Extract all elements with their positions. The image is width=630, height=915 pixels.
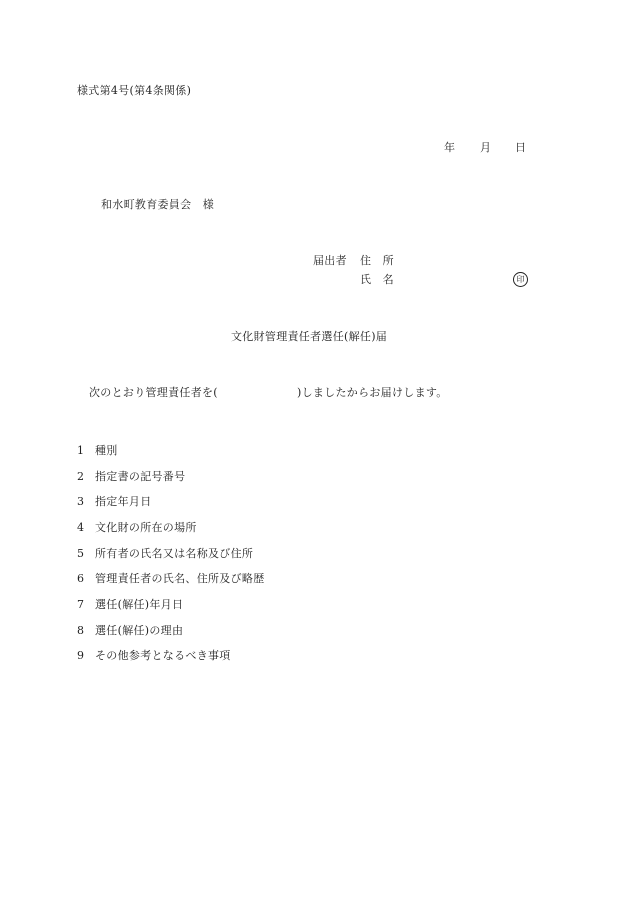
item-number: 8	[77, 624, 84, 637]
item-label: 種別	[95, 444, 118, 457]
addressee: 和水町教育委員会 様	[101, 198, 214, 211]
body-sentence: 次のとおり管理責任者を( )しましたからお届けします。	[89, 386, 448, 399]
item-number: 5	[77, 547, 84, 560]
item-number: 2	[77, 470, 84, 483]
date-year-label: 年	[444, 141, 456, 154]
item-label: その他参考となるべき事項	[95, 649, 231, 662]
item-number: 4	[77, 521, 84, 534]
seal-mark: 印	[513, 272, 528, 287]
item-label: 文化財の所在の場所	[95, 521, 197, 534]
item-number: 3	[77, 495, 84, 508]
date-day-label: 日	[515, 141, 527, 154]
form-number: 様式第4号(第4条関係)	[77, 84, 192, 97]
item-label: 指定書の記号番号	[95, 470, 186, 483]
item-number: 1	[77, 444, 84, 457]
item-number: 9	[77, 649, 84, 662]
item-label: 所有者の氏名又は名称及び住所	[95, 547, 254, 560]
item-number: 7	[77, 598, 84, 611]
address-label: 住 所	[360, 254, 394, 267]
name-label: 氏 名	[360, 273, 394, 286]
applicant-label: 届出者	[313, 254, 347, 267]
item-label: 選任(解任)年月日	[95, 598, 184, 611]
item-label: 選任(解任)の理由	[95, 624, 184, 637]
item-label: 管理責任者の氏名、住所及び略歴	[95, 572, 265, 585]
document-title: 文化財管理責任者選任(解任)届	[231, 330, 388, 343]
item-number: 6	[77, 572, 84, 585]
item-label: 指定年月日	[95, 495, 152, 508]
date-month-label: 月	[480, 141, 492, 154]
